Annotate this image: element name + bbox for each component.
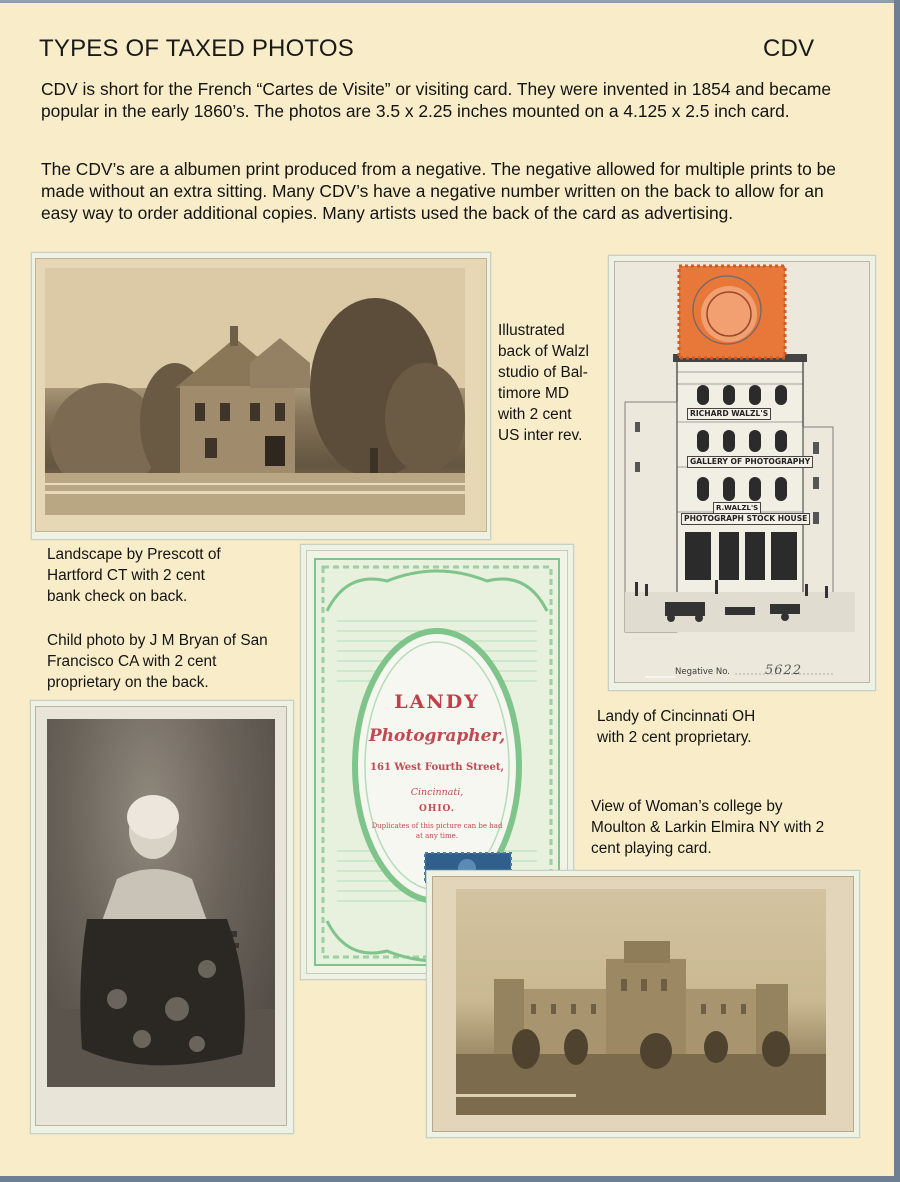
caption-line: proprietary on the back. xyxy=(47,674,209,691)
landy-title: Photographer, xyxy=(368,726,506,746)
caption-line: bank check on back. xyxy=(47,588,188,605)
page-title: TYPES OF TAXED PHOTOS xyxy=(39,35,354,62)
negative-number: 5622 xyxy=(765,663,803,678)
caption-line: Child photo by J M Bryan of San xyxy=(47,632,268,649)
negative-label: Negative No. xyxy=(675,667,730,677)
college-building-illustration xyxy=(456,889,826,1115)
caption-line: Moulton & Larkin Elmira NY with 2 xyxy=(591,819,825,836)
child-cdv-card xyxy=(35,706,287,1126)
landscape-cdv-card xyxy=(35,258,487,532)
caption-line: timore MD xyxy=(498,385,569,402)
walzl-cdv-back xyxy=(614,261,870,683)
caption-line: Hartford CT with 2 cent xyxy=(47,567,205,584)
landscape-photo xyxy=(45,268,465,515)
college-caption xyxy=(591,796,824,859)
house-illustration xyxy=(45,268,465,515)
landy-studio-name: LANDY xyxy=(394,691,480,713)
walzl-sign: R.WALZL'S xyxy=(713,502,761,514)
child-photo xyxy=(47,719,275,1087)
revenue-stamp-icon xyxy=(679,266,785,358)
college-photo xyxy=(456,889,826,1115)
caption-line: Illustrated xyxy=(498,322,565,339)
landy-city: Cincinnati, xyxy=(410,787,464,798)
landy-address: 161 West Fourth Street, xyxy=(370,762,504,773)
intro-paragraph-1: CDV is short for the French “Cartes de Visite” or visiting card. They were invented in 1854 and became popular in the early 1860’s. The photos are 3.5 x 2.25 inches mounted on a 4.125 x 2.5 inch card. xyxy=(41,79,832,121)
walzl-sign: GALLERY OF PHOTOGRAPHY xyxy=(687,456,813,468)
caption-line: US inter rev. xyxy=(498,427,583,444)
caption-line: Landscape by Prescott of xyxy=(47,546,221,563)
caption-line: with 2 cent xyxy=(498,406,572,423)
walzl-sign: PHOTOGRAPH STOCK HOUSE xyxy=(681,513,810,525)
caption-line: studio of Bal- xyxy=(498,364,588,381)
child-caption xyxy=(47,630,268,693)
type-label: CDV xyxy=(763,35,815,62)
landy-duplicates-note: Duplicates of this picture can be had at any time. xyxy=(371,822,503,840)
caption-line: Landy of Cincinnati OH xyxy=(597,708,756,725)
landscape-caption xyxy=(47,544,221,607)
walzl-caption xyxy=(498,320,589,446)
college-cdv-card xyxy=(432,876,854,1132)
walzl-building-engraving xyxy=(615,262,869,682)
landy-state: OHIO. xyxy=(419,804,455,814)
intro-paragraph-2: The CDV’s are a albumen print produced from a negative. The negative allowed for multiple prints to be made without an extra sitting. Many CDV’s have a negative number written on the back to allow for an easy way to order additional copies. Many artists used the back of the card as advertising. xyxy=(41,159,836,223)
child-portrait-illustration xyxy=(47,719,275,1087)
walzl-sign: RICHARD WALZL'S xyxy=(687,408,771,420)
caption-line: View of Woman’s college by xyxy=(591,798,783,815)
caption-line: back of Walzl xyxy=(498,343,589,360)
caption-line: cent playing card. xyxy=(591,840,712,857)
landy-caption xyxy=(597,706,755,748)
caption-line: with 2 cent proprietary. xyxy=(597,729,752,746)
caption-line: Francisco CA with 2 cent xyxy=(47,653,217,670)
